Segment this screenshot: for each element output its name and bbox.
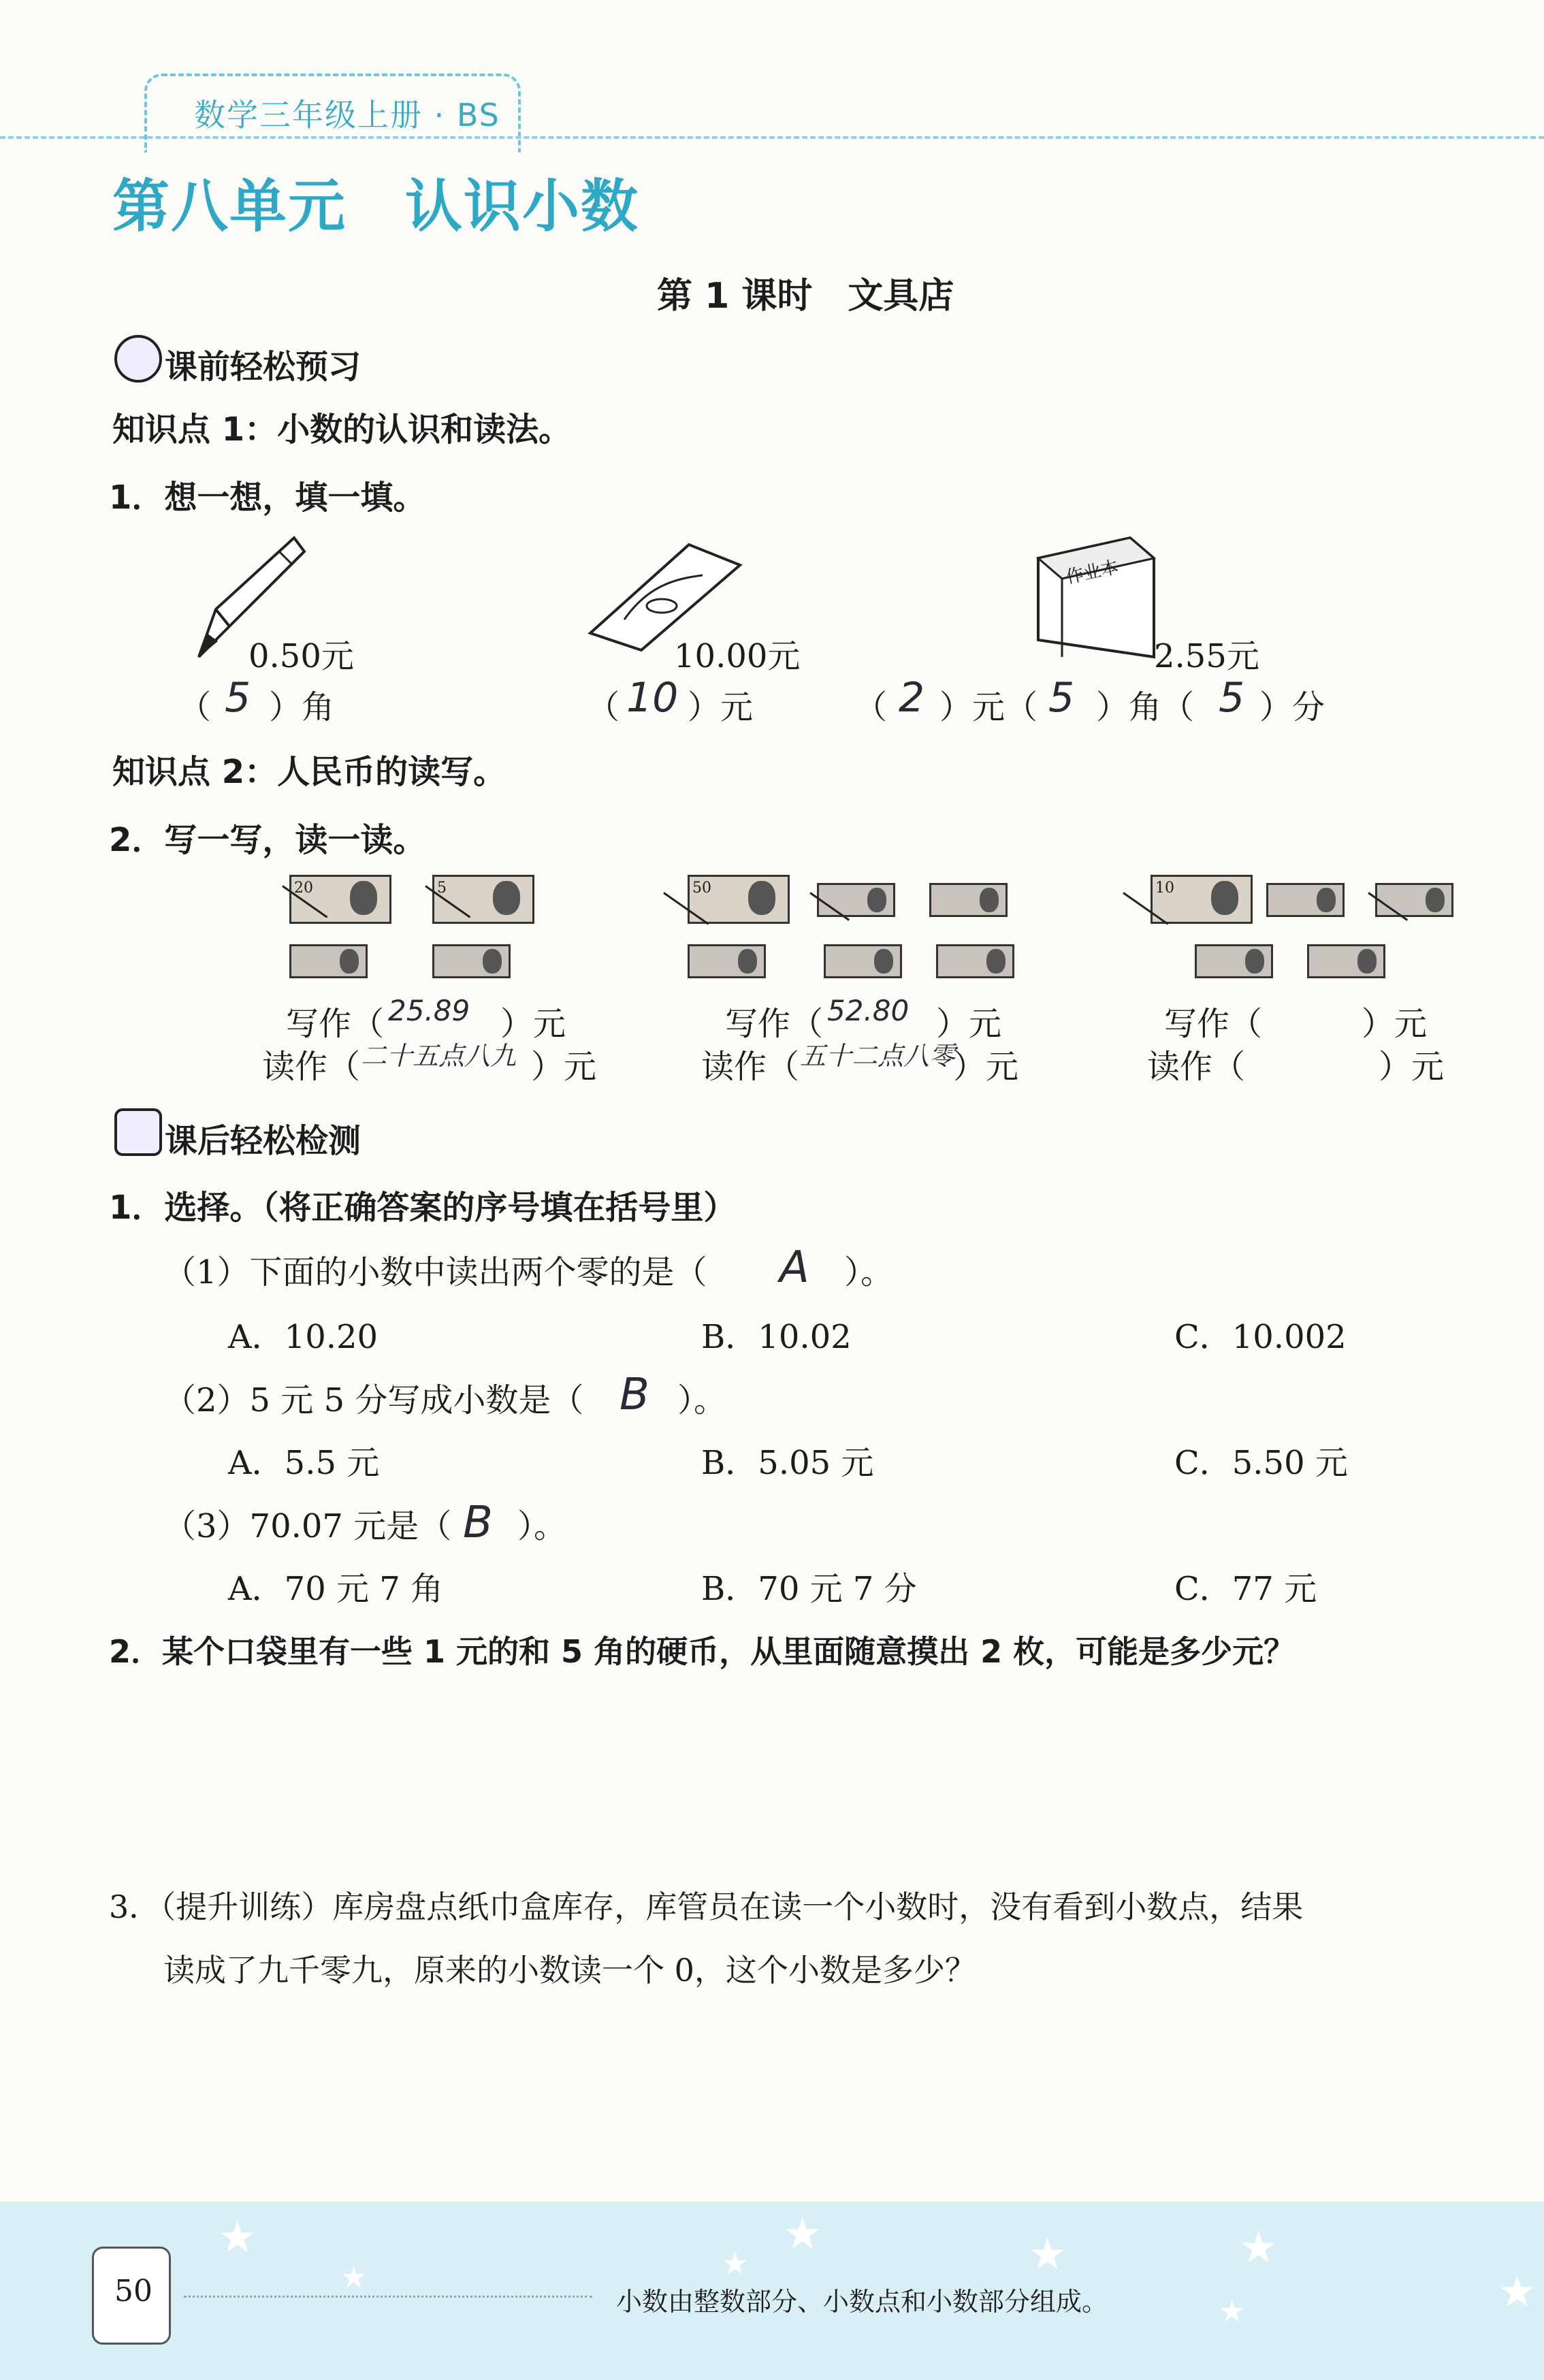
item-1-blank-open: （ bbox=[178, 688, 212, 726]
sub-2-option-a: A．5.5 元 bbox=[228, 1444, 380, 1482]
write-close-3: ）元 bbox=[1362, 1005, 1428, 1043]
question-1-title: 1．想一想，填一填。 bbox=[109, 479, 426, 517]
read-close-1: ）元 bbox=[531, 1048, 597, 1086]
banknote bbox=[1266, 883, 1345, 917]
unit-title: 第八单元 认识小数 bbox=[112, 173, 640, 240]
write-close-2: ）元 bbox=[936, 1005, 1002, 1043]
read-answer-2[interactable]: 五十二点八零 bbox=[800, 1041, 956, 1071]
write-answer-2[interactable]: 52.80 bbox=[827, 994, 910, 1027]
footer-note: 小数由整数部分、小数点和小数部分组成。 bbox=[616, 2287, 1108, 2317]
item-3-price: 2.55元 bbox=[1154, 637, 1259, 675]
item-1-price: 0.50元 bbox=[248, 637, 354, 675]
banknote bbox=[432, 944, 511, 978]
footer-divider bbox=[184, 2296, 592, 2298]
star-icon: ★ bbox=[1239, 2223, 1278, 2273]
header-rule bbox=[0, 136, 1544, 139]
banknote: 5 bbox=[432, 875, 534, 924]
post-question-2: 2．某个口袋里有一些 1 元的和 5 角的硬币，从里面随意摸出 2 枚，可能是多少元？ bbox=[109, 1633, 1296, 1670]
banknote bbox=[289, 944, 368, 978]
banknote: 10 bbox=[1151, 875, 1253, 924]
sub-1-stem: （1）下面的小数中读出两个零的是（ bbox=[163, 1253, 707, 1291]
read-close-3: ）元 bbox=[1379, 1048, 1445, 1086]
post-question-1-title: 1．选择。（将正确答案的序号填在括号里） bbox=[109, 1189, 737, 1227]
read-label-3: 读作（ bbox=[1147, 1048, 1246, 1086]
star-icon: ★ bbox=[783, 2209, 822, 2260]
sub-1-option-c: C．10.002 bbox=[1174, 1318, 1347, 1356]
post-question-3-line-2: 读成了九千零九，原来的小数读一个 0，这个小数是多少？ bbox=[163, 1952, 976, 1989]
star-icon: ★ bbox=[218, 2213, 257, 2263]
item-2-answer[interactable]: 10 bbox=[626, 674, 679, 722]
banknote bbox=[688, 944, 766, 978]
banknote bbox=[1307, 944, 1385, 978]
banknote: 50 bbox=[688, 875, 790, 924]
sub-2-end: ）。 bbox=[677, 1381, 727, 1419]
sub-2-answer[interactable]: B bbox=[620, 1370, 649, 1420]
star-icon: ★ bbox=[1028, 2230, 1067, 2280]
pre-section-title: 课前轻松预习 bbox=[165, 348, 361, 386]
sub-3-stem: （3）70.07 元是（ bbox=[163, 1507, 452, 1545]
item-1-blank-close: ）角 bbox=[269, 688, 335, 726]
film-reel-icon bbox=[114, 335, 162, 383]
write-close-1: ）元 bbox=[500, 1005, 566, 1043]
item-3-answer-jiao[interactable]: 5 bbox=[1048, 674, 1075, 722]
sub-2-option-c: C．5.50 元 bbox=[1174, 1444, 1348, 1482]
lesson-title: 第 1 课时 文具店 bbox=[657, 276, 954, 317]
read-label-2: 读作（ bbox=[701, 1048, 800, 1086]
knowledge-point-2: 知识点 2：人民币的读写。 bbox=[112, 753, 506, 791]
banknote bbox=[1195, 944, 1273, 978]
sub-2-stem: （2）5 元 5 分写成小数是（ bbox=[163, 1381, 584, 1419]
sub-1-end: ）。 bbox=[844, 1253, 894, 1291]
item-3-mid-1: ）元（ bbox=[939, 688, 1038, 726]
item-3-open-1: （ bbox=[854, 688, 888, 726]
item-2-blank-close: ）元 bbox=[688, 688, 754, 726]
write-label-1: 写作（ bbox=[286, 1005, 385, 1043]
sub-3-answer[interactable]: B bbox=[463, 1498, 493, 1548]
notebook-label: 作业本 bbox=[1064, 557, 1121, 588]
write-label-3: 写作（ bbox=[1164, 1005, 1263, 1043]
banknote: 20 bbox=[289, 875, 391, 924]
read-answer-1[interactable]: 二十五点八九 bbox=[361, 1041, 517, 1071]
question-2-title: 2．写一写，读一读。 bbox=[109, 821, 426, 859]
item-3-answer-yuan[interactable]: 2 bbox=[899, 674, 925, 722]
star-icon: ★ bbox=[722, 2247, 749, 2281]
star-icon: ★ bbox=[1498, 2267, 1537, 2317]
sub-3-option-b: B．70 元 7 分 bbox=[701, 1570, 917, 1608]
sub-3-end: ）。 bbox=[517, 1507, 567, 1545]
sub-1-option-a: A．10.20 bbox=[228, 1318, 379, 1356]
banknote bbox=[817, 883, 895, 917]
star-icon: ★ bbox=[340, 2260, 368, 2295]
knowledge-point-1: 知识点 1：小数的认识和读法。 bbox=[112, 411, 572, 449]
write-answer-1[interactable]: 25.89 bbox=[388, 994, 470, 1027]
sub-1-option-b: B．10.02 bbox=[701, 1318, 852, 1356]
sub-3-option-a: A．70 元 7 角 bbox=[228, 1570, 444, 1608]
post-question-3-line-1: 3．（提升训练）库房盘点纸巾盒库存，库管员在读一个小数时，没有看到小数点，结果 bbox=[109, 1888, 1304, 1925]
sub-1-answer[interactable]: A bbox=[779, 1242, 809, 1293]
write-label-2: 写作（ bbox=[725, 1005, 824, 1043]
item-2-blank-open: （ bbox=[587, 688, 620, 726]
sub-3-option-c: C．77 元 bbox=[1174, 1570, 1317, 1608]
page-number: 50 bbox=[114, 2274, 152, 2309]
read-close-2: ）元 bbox=[953, 1048, 1019, 1086]
banknote bbox=[929, 883, 1008, 917]
post-section-title: 课后轻松检测 bbox=[165, 1122, 361, 1160]
item-3-answer-fen[interactable]: 5 bbox=[1219, 674, 1245, 722]
item-3-mid-2: ）角（ bbox=[1096, 688, 1195, 726]
banknote bbox=[1375, 883, 1453, 917]
banknote bbox=[824, 944, 902, 978]
notebook-icon bbox=[1035, 531, 1157, 660]
item-2-price: 10.00元 bbox=[674, 637, 801, 675]
star-icon: ★ bbox=[1219, 2294, 1246, 2329]
banknote bbox=[936, 944, 1014, 978]
read-label-1: 读作（ bbox=[262, 1048, 361, 1086]
header-tab-text: 数学三年级上册 · BS bbox=[194, 97, 500, 133]
item-1-answer[interactable]: 5 bbox=[225, 674, 251, 722]
item-3-close: ）分 bbox=[1259, 688, 1325, 726]
sub-2-option-b: B．5.05 元 bbox=[701, 1444, 874, 1482]
calculator-icon bbox=[114, 1108, 162, 1156]
